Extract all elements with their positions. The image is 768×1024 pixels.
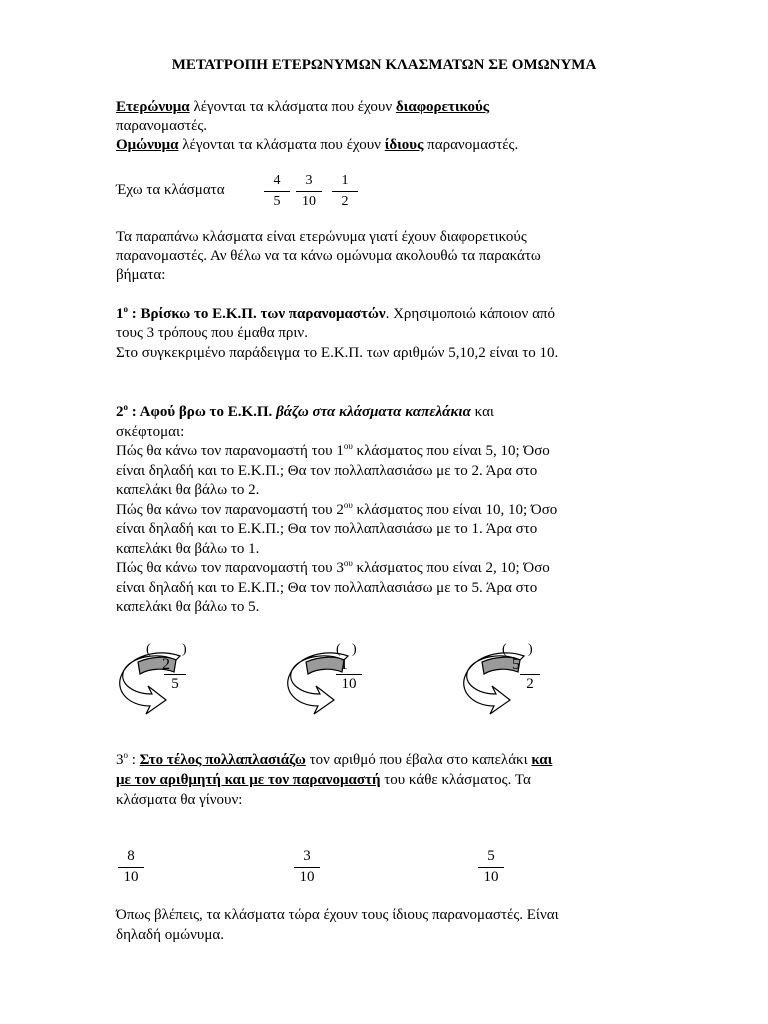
page-title: ΜΕΤΑΤΡΟΠΗ ΕΤΕΡΩΝΥΜΩΝ ΚΛΑΣΜΑΤΩΝ ΣΕ ΟΜΩΝΥΜΑ [171, 57, 597, 73]
svg-text:): ) [182, 642, 187, 657]
definition-heteronymous: Ετερώνυμα λέγονται τα κλάσματα που έχουν διαφορετικούς [116, 99, 490, 115]
step2-item-line: καπελάκι θα βάλω το 5. [116, 599, 260, 615]
hat-number: 5 [512, 656, 520, 673]
step2-item-line: Πώς θα κάνω τον παρανομαστή του $3^{o\upsilon}$ κλάσματος που είναι 2, 10; Όσο [116, 558, 550, 576]
fraction: 4 5 [260, 172, 294, 210]
conclusion-line: Όπως βλέπεις, τα κλάσματα τώρα έχουν τους ίδιους παρανομαστές. Είναι [116, 907, 559, 923]
result-fraction: 8 10 [114, 848, 148, 886]
step2-item-line: Πώς θα κάνω τον παρανομαστή του $2^{o\upsilon}$ κλάσματος που είναι 10, 10; Όσο [116, 500, 558, 518]
hat-number: 2 [162, 656, 170, 673]
definition-heteronymous-cont: παρανομαστές. [116, 118, 208, 134]
step3-line: κλάσματα θα γίνουν: [116, 792, 243, 808]
definition-homonymous: Ομώνυμα λέγονται τα κλάσματα που έχουν ίδιους παρανομαστές. [116, 137, 519, 153]
step2-item-line: είναι δηλαδή και το Ε.Κ.Π.; Θα τον πολλαπλασιάσω με το 1. Άρα στο [116, 521, 538, 537]
have-fractions-label: Έχω τα κλάσματα [116, 182, 225, 198]
term-homonymous: Ομώνυμα [116, 137, 179, 153]
step1-line: Στο συγκεκριμένο παράδειγμα το Ε.Κ.Π. των αριθμών 5,10,2 είναι το 10. [116, 345, 559, 361]
step2-line: σκέφτομαι: [116, 424, 185, 440]
step2-item-line: είναι δηλαδή και το Ε.Κ.Π.; Θα τον πολλαπλασιάσω με το 2. Άρα στο [116, 463, 538, 479]
hat-number: 1 [340, 656, 348, 673]
diagram-fraction: 10 [332, 672, 366, 693]
fraction: 1 2 [328, 172, 362, 210]
diagram-fraction: 5 [160, 672, 190, 693]
svg-text:(: ( [146, 642, 151, 657]
step2-heading: $2^o$ : Αφού βρω το Ε.Κ.Π. βάζω στα κλάσματα καπελάκια και [116, 402, 494, 420]
term-heteronymous: Ετερώνυμα [116, 99, 190, 115]
result-fraction: 5 10 [474, 848, 508, 886]
step1-line: τους 3 τρόπους που έμαθα πριν. [116, 325, 308, 341]
step2-item-line: καπελάκι θα βάλω το 1. [116, 541, 260, 557]
diagram-fraction: 2 [516, 672, 544, 693]
step1-heading: $1^o$ : Βρίσκω το Ε.Κ.Π. των παρανομαστών. Χρησιμοποιώ κάποιον από [116, 304, 556, 322]
intro-line: Τα παραπάνω κλάσματα είναι ετερώνυμα γιατί έχουν διαφορετικούς [116, 229, 527, 245]
step2-item-line: καπελάκι θα βάλω το 2. [116, 482, 260, 498]
intro-line: παρανομαστές. Αν θέλω να τα κάνω ομώνυμα ακολουθώ τα παρακάτω [116, 248, 541, 264]
step2-item-line: είναι δηλαδή και το Ε.Κ.Π.; Θα τον πολλαπλασιάσω με το 5. Άρα στο [116, 580, 538, 596]
svg-text:(: ( [336, 642, 341, 657]
conclusion-line: δηλαδή ομώνυμα. [116, 927, 224, 943]
intro-line: βήματα: [116, 267, 166, 283]
step2-item-line: Πώς θα κάνω τον παρανομαστή του $1^{o\upsilon}$ κλάσματος που είναι 5, 10; Όσο [116, 441, 550, 459]
step3-heading: $3^o$ : Στο τέλος πολλαπλασιάζω τον αριθμό που έβαλα στο καπελάκι και [116, 750, 553, 768]
fraction: 3 10 [292, 172, 326, 210]
svg-text:): ) [352, 642, 357, 657]
result-fraction: 3 10 [290, 848, 324, 886]
svg-text:): ) [528, 642, 533, 657]
step3-line: με τον αριθμητή και με τον παρανομαστή του κάθε κλάσματος. Τα [116, 772, 531, 788]
svg-text:(: ( [502, 642, 507, 657]
